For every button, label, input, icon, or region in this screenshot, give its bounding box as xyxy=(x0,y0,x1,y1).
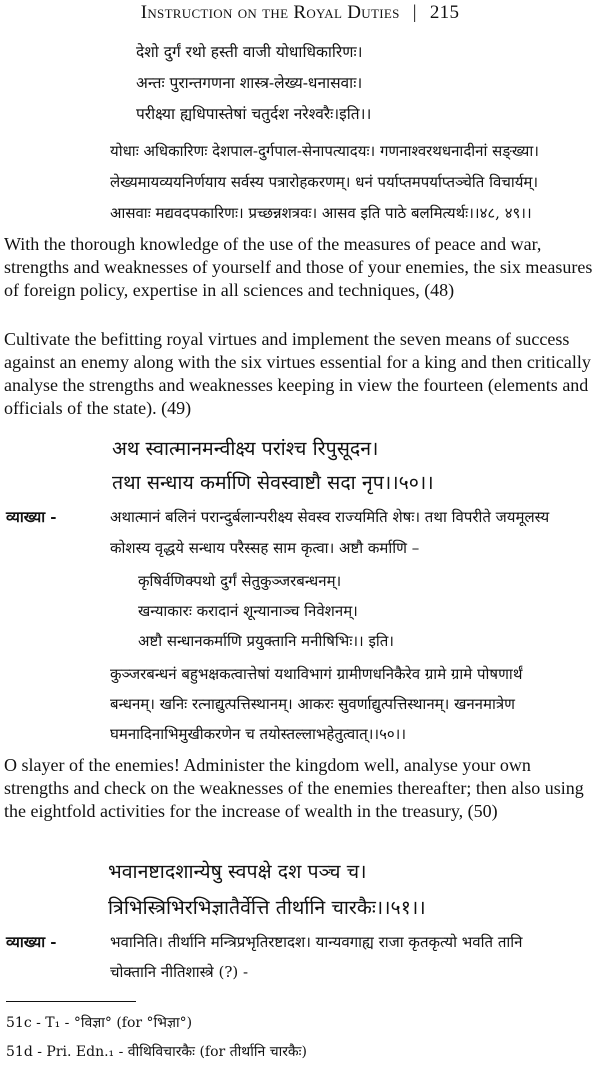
commentary-line: भवानिति। तीर्थानि मन्त्रिप्रभृतिरष्टादश। यान्यवगाह्य राजा कृतकृत्यो भवति तानि xyxy=(110,933,523,951)
verse-line: अन्तः पुरान्तगणना शास्त्र-लेख्य-धनासवाः। xyxy=(136,74,363,92)
commentary-line: अथात्मानं बलिनं परान्दुर्बलान्परीक्ष्य सेवस्व राज्यमिति शेषः। तथा विपरीते जयमूलस्य xyxy=(110,508,550,526)
verse-line: अथ स्वात्मानमन्वीक्ष्य परांश्च रिपुसूदन। xyxy=(112,437,379,460)
commentary-line: कुञ्जरबन्धनं बहुभक्षकत्वात्तेषां यथाविभागं ग्रामीणधनिकैरेव ग्रामे ग्रामे पोषणार्थं xyxy=(110,665,523,683)
verse-line: भवानष्टादशान्येषु स्वपक्षे दश पञ्च च। xyxy=(108,860,367,883)
commentary-line: कोशस्य वृद्धये सन्धाय परैस्सह साम कृत्वा। अष्टौ कर्माणि – xyxy=(110,539,420,557)
quoted-verse-line: अष्टौ सन्धानकर्माणि प्रयुक्तानि मनीषिभिः।। इति। xyxy=(138,632,394,650)
translation-paragraph: Cultivate the befitting royal virtues and implement the seven means of success against an enemy along with the six virtues essential for a king and then critically analyse the strengths and weaknesses keeping in view the fourteen (elements and officials of the state). (49) xyxy=(4,329,591,418)
vyakhya-label: व्याख्या - xyxy=(6,508,57,526)
footnote-rule xyxy=(6,1001,136,1002)
footnote: 51c - T₁ - °विज्ञा° (for °भिज्ञा°) xyxy=(6,1015,193,1031)
footnote: 51d - Pri. Edn.₁ - वीथिविचारकैः (for तीर्थानि चारकैः) xyxy=(6,1044,307,1060)
commentary-line: चोक्तानि नीतिशास्त्रे (?) - xyxy=(110,963,249,981)
commentary-line: घमनादिनाभिमुखीकरणेन च तयोस्तल्लाभहेतुत्वात्।।५०।। xyxy=(110,725,407,743)
vyakhya-label: व्याख्या - xyxy=(6,933,57,951)
running-header xyxy=(0,2,600,24)
commentary-line: आसवाः मद्यवदपकारिणः। प्रच्छन्नशत्रवः। आसव इति पाठे बलमित्यर्थः।।४८, ४९।। xyxy=(110,204,532,222)
header-separator: | xyxy=(412,2,417,23)
running-title: Instruction on the Royal Duties xyxy=(140,2,400,23)
verse-line: परीक्ष्या ह्यधिपास्तेषां चतुर्दश नरेश्वरैः।इति।। xyxy=(136,105,372,123)
commentary-line: योधाः अधिकारिणः देशपाल-दुर्गपाल-सेनापत्यादयः। गणनाश्वरथधनादीनां सङ्ख्या। xyxy=(110,142,539,160)
commentary-line: लेख्यमायव्ययनिर्णयाय सर्वस्य पत्रारोहकरणम्। धनं पर्याप्तमपर्याप्तञ्चेति विचार्यम्। xyxy=(110,173,539,191)
translation-paragraph: O slayer of the enemies! Administer the kingdom well, analyse your own strengths and check on the weaknesses of the enemies thereafter; then also using the eightfold activities for the increase of wealth in the treasury, (50) xyxy=(4,755,584,821)
translation-paragraph: With the thorough knowledge of the use of the measures of peace and war, strengths and weaknesses of yourself and those of your enemies, the six measures of foreign policy, expertise in all sciences and techniques, (48) xyxy=(4,234,593,300)
quoted-verse-line: कृषिर्वणिक्पथो दुर्गं सेतुकुञ्जरबन्धनम्। xyxy=(138,572,342,590)
page-number: 215 xyxy=(429,2,460,23)
commentary-line: बन्धनम्। खनिः रत्नाद्युत्पत्तिस्थानम्। आकरः सुवर्णाद्युत्पत्तिस्थानम्। खननमात्रेण xyxy=(110,695,515,713)
quoted-verse-line: खन्याकारः करादानं शून्यानाञ्च निवेशनम्। xyxy=(138,602,358,620)
verse-line: त्रिभिस्त्रिभिरभिज्ञातैर्वेत्ति तीर्थानि चारकैः।।५१।। xyxy=(108,896,426,919)
verse-line: देशो दुर्गं रथो हस्ती वाजी योधाधिकारिणः। xyxy=(136,43,363,61)
verse-line: तथा सन्धाय कर्माणि सेवस्वाष्टौ सदा नृप।।५०।। xyxy=(112,471,434,494)
